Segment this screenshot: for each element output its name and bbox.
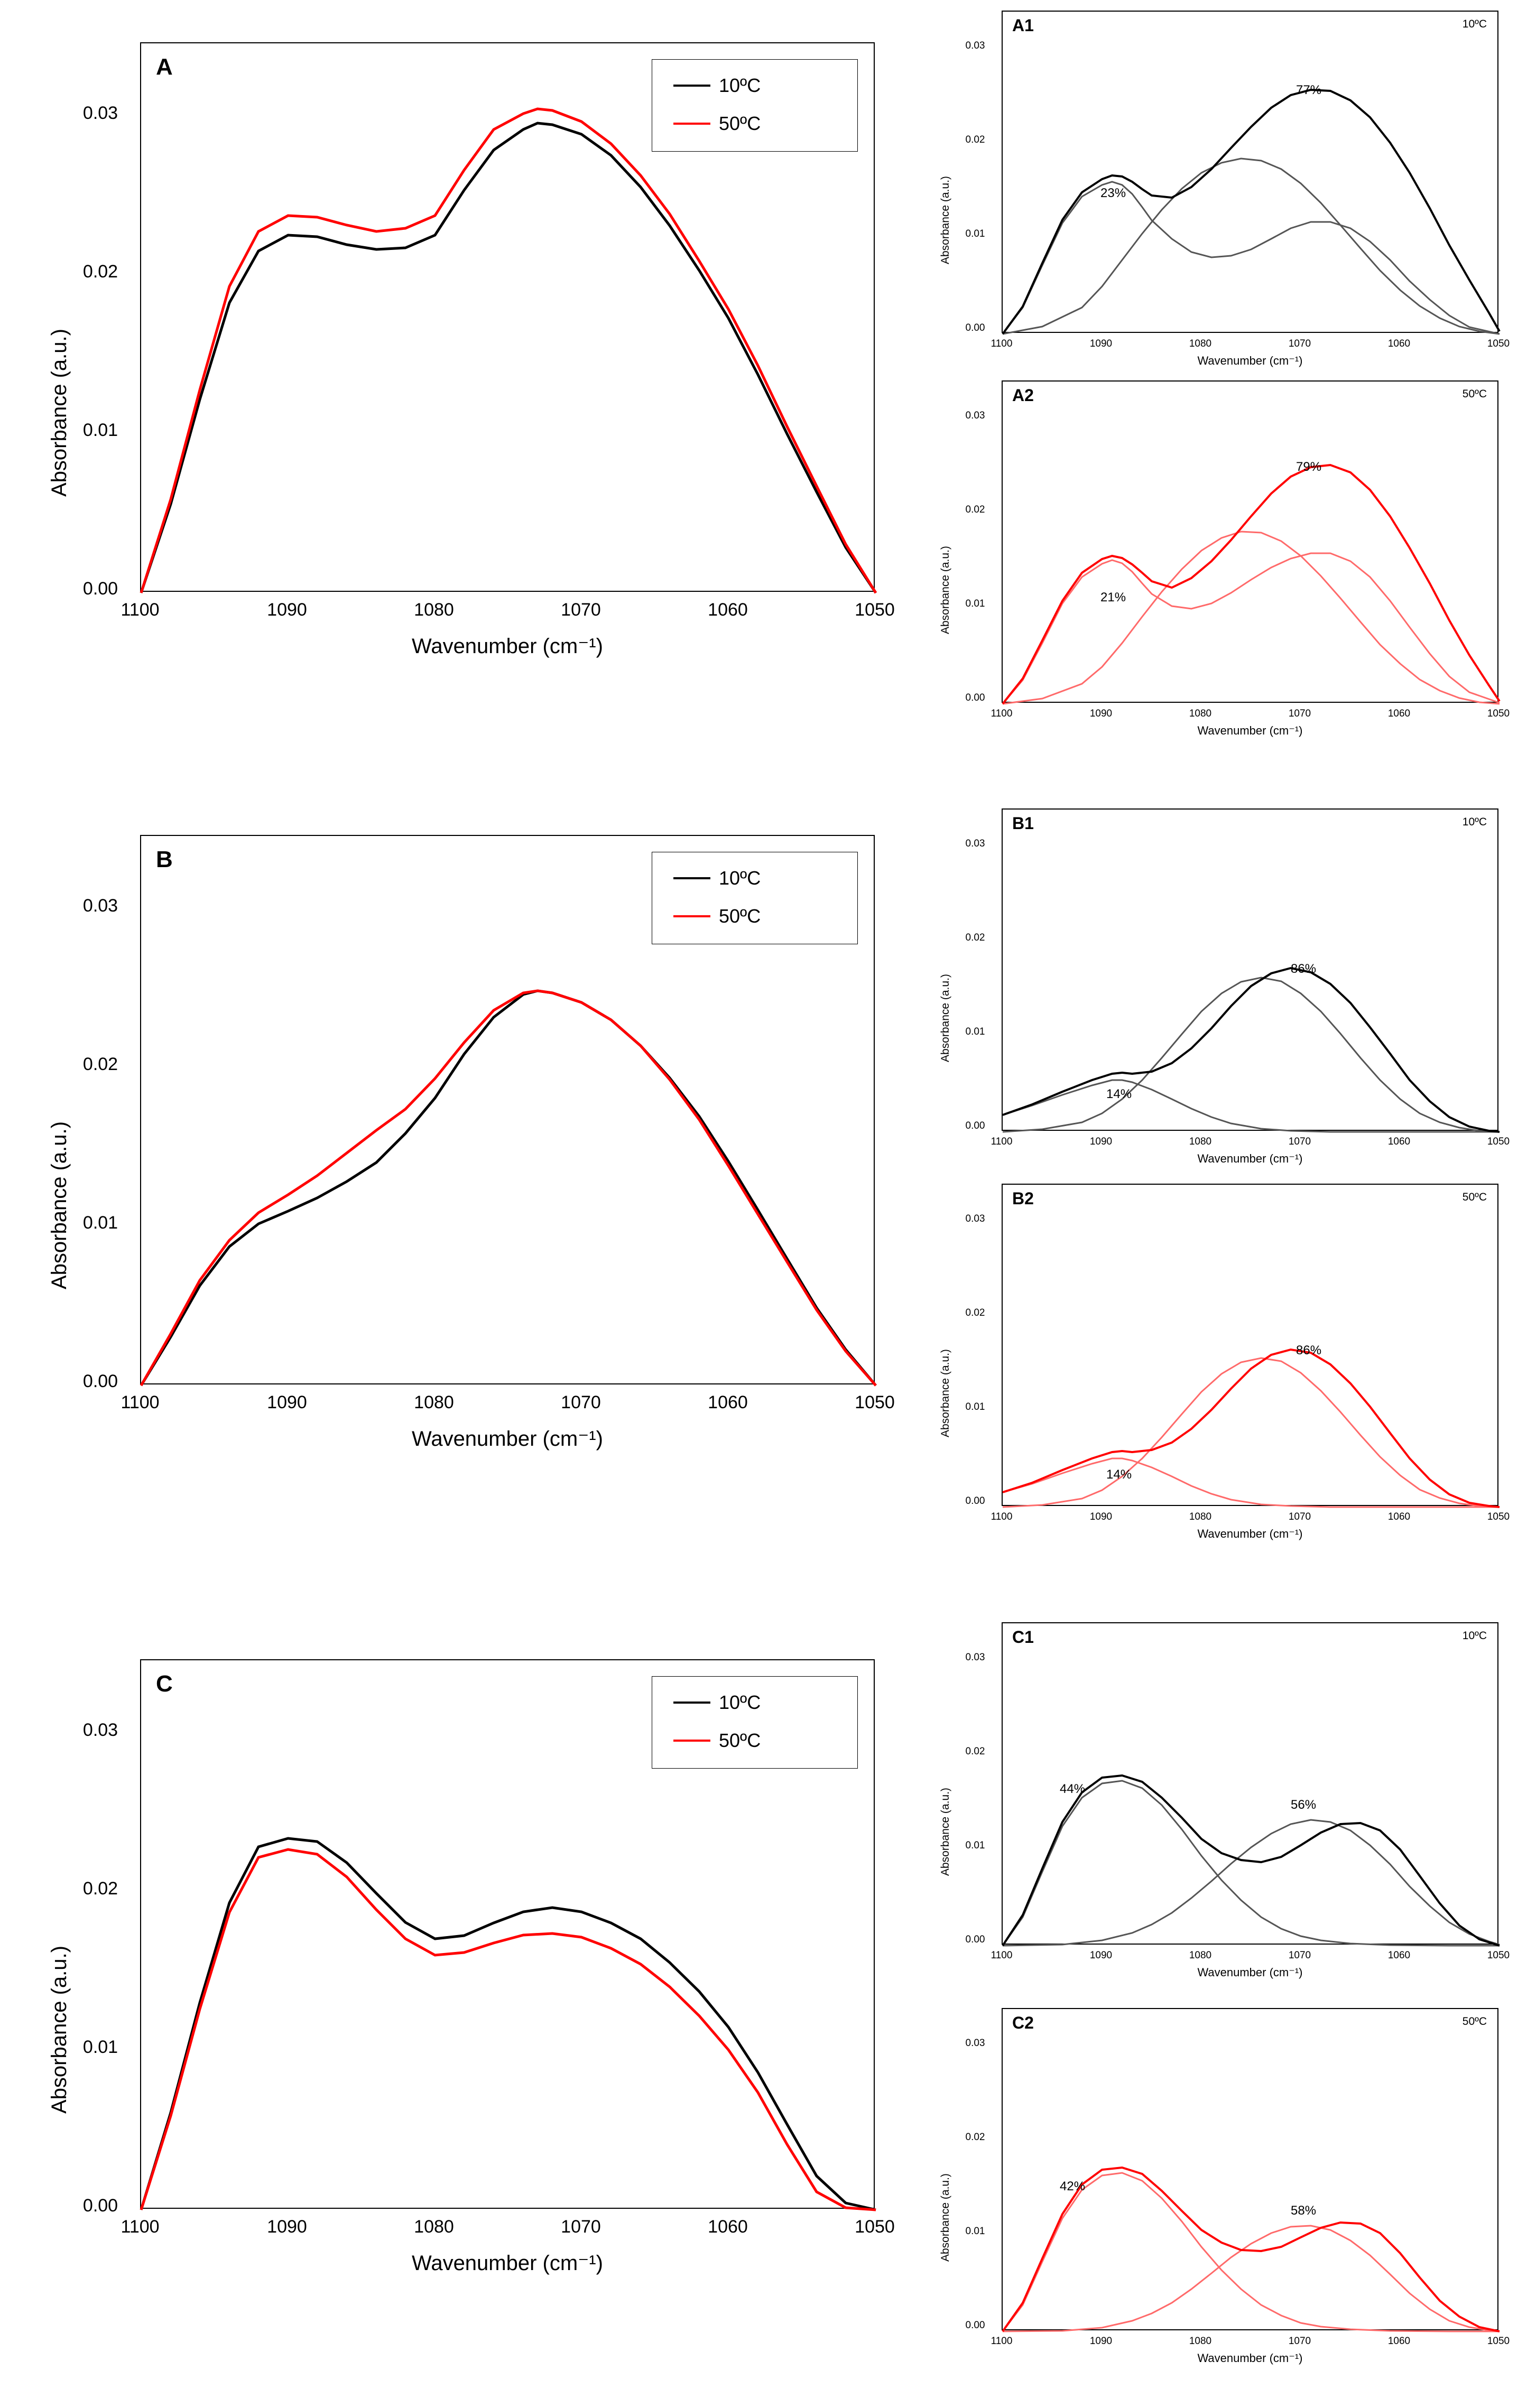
- plot-area-A: [140, 42, 875, 592]
- x-tick-label-C-4: 1060: [708, 2217, 748, 2237]
- y-tick-label-B2-2: 0.02: [965, 1307, 985, 1318]
- component-pct-A2-left: 21%: [1100, 590, 1126, 605]
- x-tick-label-C-0: 1100: [121, 2217, 160, 2237]
- plot-curves-C2: [1003, 2009, 1500, 2331]
- x-tick-label-B1-5: 1050: [1487, 1136, 1510, 1147]
- panel-temp-A2: 50ºC: [1462, 388, 1487, 400]
- component-pct-C2-right: 58%: [1291, 2204, 1317, 2218]
- component-pct-B1-left: 14%: [1106, 1087, 1132, 1101]
- legend-row-C-0: [673, 1691, 761, 1714]
- legend-label-10c: 10ºC: [719, 867, 761, 889]
- plot-area-B1: [1002, 808, 1498, 1131]
- legend-row-A-1: [673, 113, 761, 135]
- x-tick-label-B-1: 1090: [267, 1392, 307, 1412]
- y-tick-label-C-0: 0.00: [82, 2196, 118, 2216]
- y-axis-label-C1: Absorbance (a.u.): [939, 1788, 951, 1876]
- y-tick-label-B-3: 0.03: [82, 896, 118, 916]
- x-tick-label-A-4: 1060: [708, 600, 748, 620]
- x-tick-label-A2-5: 1050: [1487, 708, 1510, 719]
- legend-A: [652, 59, 858, 152]
- x-tick-label-B-3: 1070: [561, 1392, 601, 1412]
- x-tick-label-C-3: 1070: [561, 2217, 601, 2237]
- y-tick-label-A-2: 0.02: [82, 262, 118, 282]
- component-pct-A1-left: 23%: [1100, 186, 1126, 200]
- x-tick-label-A2-2: 1080: [1189, 708, 1212, 719]
- y-tick-label-B2-1: 0.01: [965, 1401, 985, 1412]
- x-tick-label-A2-0: 1100: [991, 708, 1013, 719]
- y-tick-label-A1-0: 0.00: [965, 322, 985, 333]
- component-pct-A1-right: 77%: [1296, 83, 1322, 97]
- x-axis-label-B1: Wavenumber (cm⁻¹): [1197, 1152, 1303, 1165]
- legend-swatch-50c: [673, 915, 710, 917]
- legend-label-10c: 10ºC: [719, 1691, 761, 1713]
- panel-temp-C2: 50ºC: [1462, 2015, 1487, 2028]
- chart-panel-B2: [928, 1178, 1512, 1543]
- plot-area-C1: [1002, 1622, 1498, 1945]
- y-axis-label-B1: Absorbance (a.u.): [939, 974, 951, 1062]
- x-tick-label-B1-4: 1060: [1387, 1136, 1411, 1147]
- x-tick-label-C1-3: 1070: [1288, 1950, 1311, 1961]
- x-tick-label-A1-1: 1090: [1089, 338, 1113, 349]
- x-tick-label-A1-4: 1060: [1387, 338, 1411, 349]
- x-tick-label-A2-3: 1070: [1288, 708, 1311, 719]
- x-tick-label-C2-4: 1060: [1387, 2336, 1411, 2347]
- component-pct-B2-left: 14%: [1106, 1467, 1132, 1482]
- x-axis-label-A2: Wavenumber (cm⁻¹): [1197, 724, 1303, 737]
- y-tick-label-A1-1: 0.01: [965, 228, 985, 239]
- x-axis-label-A1: Wavenumber (cm⁻¹): [1197, 354, 1303, 367]
- y-tick-label-A2-0: 0.00: [965, 692, 985, 703]
- y-axis-label-C2: Absorbance (a.u.): [939, 2173, 951, 2262]
- x-tick-label-C2-5: 1050: [1487, 2336, 1510, 2347]
- y-tick-label-B1-0: 0.00: [965, 1120, 985, 1131]
- legend-swatch-10c: [673, 1702, 710, 1704]
- x-tick-label-B1-3: 1070: [1288, 1136, 1311, 1147]
- x-tick-label-B-4: 1060: [708, 1392, 748, 1412]
- y-axis-label-A2: Absorbance (a.u.): [939, 546, 951, 634]
- x-tick-label-A-3: 1070: [561, 600, 601, 620]
- panel-letter-C2: C2: [1012, 2013, 1034, 2032]
- y-tick-label-B1-2: 0.02: [965, 932, 985, 943]
- plot-area-C: [140, 1659, 875, 2209]
- x-tick-label-B-5: 1050: [855, 1392, 895, 1412]
- y-tick-label-B2-0: 0.00: [965, 1495, 985, 1507]
- component-pct-C2-left: 42%: [1060, 2179, 1086, 2193]
- chart-panel-C1: [928, 1617, 1512, 1982]
- y-tick-label-A2-3: 0.03: [965, 410, 985, 421]
- y-tick-label-C-3: 0.03: [82, 1720, 118, 1740]
- y-tick-label-A2-1: 0.01: [965, 598, 985, 609]
- plot-area-A1: [1002, 11, 1498, 333]
- x-tick-label-C2-2: 1080: [1189, 2336, 1212, 2347]
- y-tick-label-A1-3: 0.03: [965, 40, 985, 51]
- chart-panel-C2: [928, 2003, 1512, 2367]
- x-tick-label-C1-2: 1080: [1189, 1950, 1212, 1961]
- y-axis-label-A1: Absorbance (a.u.): [939, 176, 951, 264]
- x-tick-label-C1-4: 1060: [1387, 1950, 1411, 1961]
- y-tick-label-B1-3: 0.03: [965, 838, 985, 849]
- x-tick-label-C1-1: 1090: [1089, 1950, 1113, 1961]
- x-tick-label-A1-5: 1050: [1487, 338, 1510, 349]
- plot-area-B: [140, 835, 875, 1384]
- component-pct-B2-right: 86%: [1296, 1343, 1322, 1358]
- y-tick-label-B1-1: 0.01: [965, 1026, 985, 1037]
- legend-row-A-0: [673, 75, 761, 97]
- x-tick-label-A1-3: 1070: [1288, 338, 1311, 349]
- panel-letter-A: A: [156, 54, 173, 80]
- x-tick-label-B2-0: 1100: [991, 1511, 1013, 1522]
- x-axis-label-C1: Wavenumber (cm⁻¹): [1197, 1966, 1303, 1979]
- panel-letter-B1: B1: [1012, 814, 1034, 833]
- plot-curves-A2: [1003, 382, 1500, 704]
- x-tick-label-B2-5: 1050: [1487, 1511, 1510, 1522]
- x-tick-label-B2-3: 1070: [1288, 1511, 1311, 1522]
- legend-row-B-0: [673, 867, 761, 889]
- y-tick-label-C1-0: 0.00: [965, 1934, 985, 1945]
- panel-letter-C1: C1: [1012, 1628, 1034, 1647]
- x-tick-label-A-2: 1080: [414, 600, 454, 620]
- y-tick-label-C2-3: 0.03: [965, 2038, 985, 2049]
- y-tick-label-B-0: 0.00: [82, 1371, 118, 1391]
- x-tick-label-B2-1: 1090: [1089, 1511, 1113, 1522]
- chart-panel-A: [26, 32, 899, 735]
- x-tick-label-B1-2: 1080: [1189, 1136, 1212, 1147]
- panel-temp-C1: 10ºC: [1462, 1630, 1487, 1642]
- legend-swatch-10c: [673, 877, 710, 879]
- x-axis-label-A: Wavenumber (cm⁻¹): [412, 635, 603, 658]
- panel-letter-A2: A2: [1012, 386, 1034, 405]
- panel-temp-B2: 50ºC: [1462, 1191, 1487, 1203]
- legend-B: [652, 852, 858, 944]
- y-tick-label-C1-3: 0.03: [965, 1652, 985, 1663]
- y-tick-label-B2-3: 0.03: [965, 1213, 985, 1224]
- legend-row-C-1: [673, 1730, 761, 1752]
- x-axis-label-C: Wavenumber (cm⁻¹): [412, 2252, 603, 2275]
- legend-row-B-1: [673, 905, 761, 927]
- x-axis-label-B2: Wavenumber (cm⁻¹): [1197, 1527, 1303, 1540]
- x-tick-label-C2-1: 1090: [1089, 2336, 1113, 2347]
- y-tick-label-A-3: 0.03: [82, 103, 118, 123]
- chart-panel-A2: [928, 375, 1512, 740]
- component-pct-B1-right: 86%: [1291, 962, 1317, 976]
- y-tick-label-C2-0: 0.00: [965, 2320, 985, 2331]
- legend-swatch-50c: [673, 1740, 710, 1742]
- legend-label-10c: 10ºC: [719, 75, 761, 96]
- plot-area-C2: [1002, 2008, 1498, 2330]
- x-tick-label-A-0: 1100: [121, 600, 160, 620]
- x-tick-label-A-5: 1050: [855, 600, 895, 620]
- y-tick-label-C1-2: 0.02: [965, 1746, 985, 1757]
- y-axis-label-B2: Absorbance (a.u.): [939, 1349, 951, 1437]
- y-axis-label-C: Absorbance (a.u.): [48, 1946, 71, 2114]
- y-tick-label-C2-1: 0.01: [965, 2226, 985, 2237]
- x-tick-label-A1-0: 1100: [991, 338, 1013, 349]
- panel-letter-B2: B2: [1012, 1189, 1034, 1208]
- component-pct-C1-right: 56%: [1291, 1798, 1317, 1812]
- x-tick-label-A2-1: 1090: [1089, 708, 1113, 719]
- y-tick-label-B-1: 0.01: [82, 1213, 118, 1233]
- x-tick-label-C1-5: 1050: [1487, 1950, 1510, 1961]
- x-tick-label-A2-4: 1060: [1387, 708, 1411, 719]
- y-axis-label-A: Absorbance (a.u.): [48, 329, 71, 497]
- x-tick-label-C1-0: 1100: [991, 1950, 1013, 1961]
- y-axis-label-B: Absorbance (a.u.): [48, 1121, 71, 1289]
- panel-letter-A1: A1: [1012, 16, 1034, 35]
- chart-panel-A1: [928, 5, 1512, 370]
- legend-label-50c: 50ºC: [719, 113, 761, 134]
- x-tick-label-A-1: 1090: [267, 600, 307, 620]
- y-tick-label-A1-2: 0.02: [965, 134, 985, 145]
- x-axis-label-B: Wavenumber (cm⁻¹): [412, 1427, 603, 1451]
- x-tick-label-C-5: 1050: [855, 2217, 895, 2237]
- x-tick-label-B-0: 1100: [121, 1392, 160, 1412]
- y-tick-label-C1-1: 0.01: [965, 1840, 985, 1851]
- legend-C: [652, 1676, 858, 1769]
- panel-temp-B1: 10ºC: [1462, 816, 1487, 828]
- x-tick-label-A1-2: 1080: [1189, 338, 1212, 349]
- legend-swatch-50c: [673, 123, 710, 125]
- x-axis-label-C2: Wavenumber (cm⁻¹): [1197, 2351, 1303, 2365]
- panel-letter-C: C: [156, 1671, 173, 1697]
- plot-curves-B1: [1003, 810, 1500, 1132]
- plot-area-A2: [1002, 380, 1498, 703]
- y-tick-label-A-1: 0.01: [82, 420, 118, 440]
- x-tick-label-C-2: 1080: [414, 2217, 454, 2237]
- chart-panel-C: [26, 1649, 899, 2351]
- x-tick-label-C-1: 1090: [267, 2217, 307, 2237]
- y-tick-label-A-0: 0.00: [82, 579, 118, 599]
- y-tick-label-A2-2: 0.02: [965, 504, 985, 515]
- legend-label-50c: 50ºC: [719, 1730, 761, 1751]
- x-tick-label-B-2: 1080: [414, 1392, 454, 1412]
- x-tick-label-B1-1: 1090: [1089, 1136, 1113, 1147]
- y-tick-label-C2-2: 0.02: [965, 2132, 985, 2143]
- y-tick-label-C-2: 0.02: [82, 1879, 118, 1899]
- plot-curves-B2: [1003, 1185, 1500, 1507]
- panel-temp-A1: 10ºC: [1462, 18, 1487, 30]
- y-tick-label-C-1: 0.01: [82, 2037, 118, 2057]
- y-tick-label-B-2: 0.02: [82, 1054, 118, 1074]
- panel-letter-B: B: [156, 847, 173, 872]
- plot-area-B2: [1002, 1184, 1498, 1506]
- legend-swatch-10c: [673, 85, 710, 87]
- x-tick-label-C2-0: 1100: [991, 2336, 1013, 2347]
- x-tick-label-B2-4: 1060: [1387, 1511, 1411, 1522]
- x-tick-label-B2-2: 1080: [1189, 1511, 1212, 1522]
- plot-curves-A1: [1003, 12, 1500, 334]
- component-pct-A2-right: 79%: [1296, 460, 1322, 474]
- x-tick-label-C2-3: 1070: [1288, 2336, 1311, 2347]
- chart-panel-B: [26, 824, 899, 1527]
- x-tick-label-B1-0: 1100: [991, 1136, 1013, 1147]
- legend-label-50c: 50ºC: [719, 905, 761, 927]
- chart-panel-B1: [928, 803, 1512, 1168]
- component-pct-C1-left: 44%: [1060, 1782, 1086, 1796]
